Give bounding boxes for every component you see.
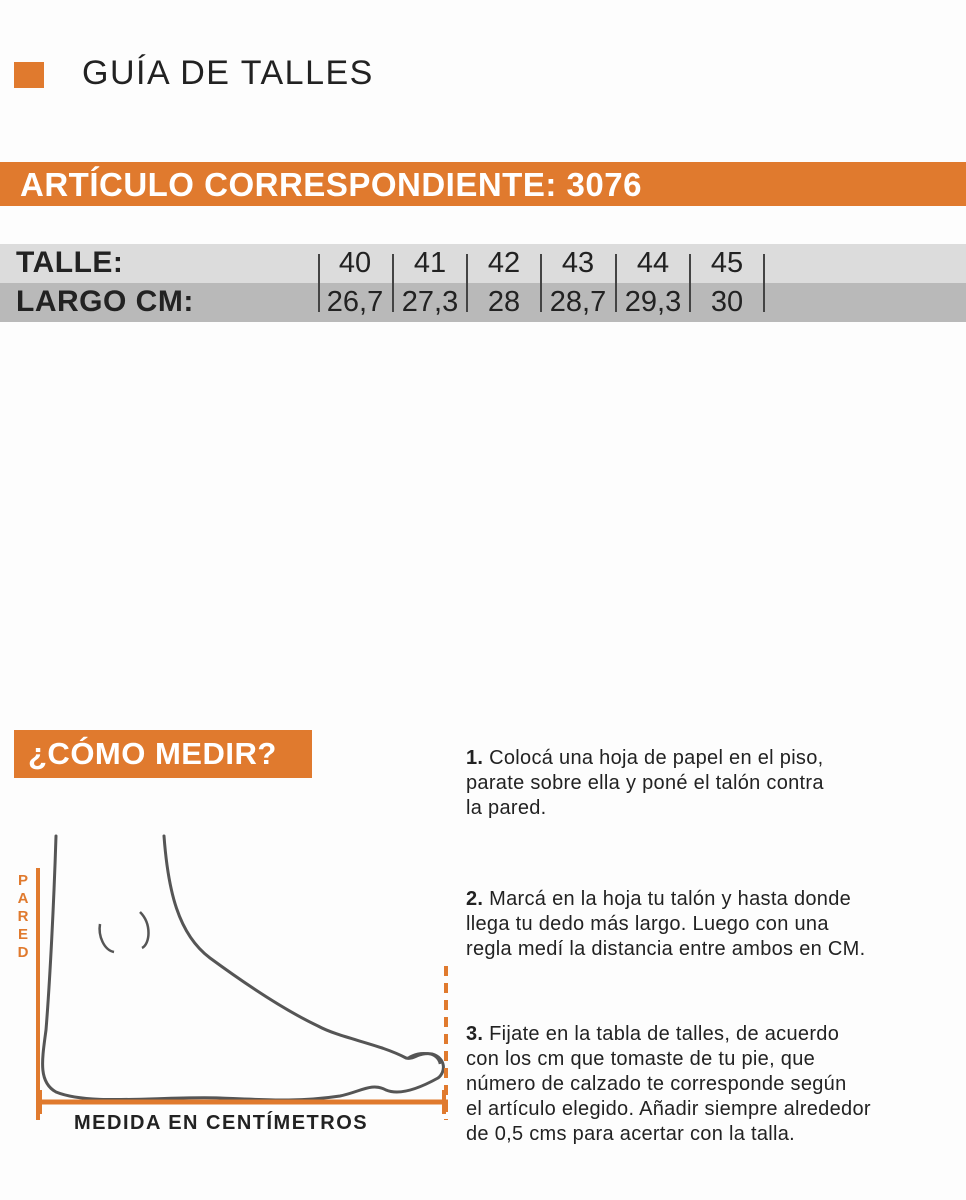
ankle-bone-icon bbox=[140, 912, 149, 948]
how-to-measure-title: ¿CÓMO MEDIR? bbox=[28, 736, 277, 771]
step-text: Fijate en la tabla de talles, de acuerdo bbox=[489, 1023, 840, 1045]
step-text: regla medí la distancia entre ambos en CM. bbox=[466, 938, 866, 960]
article-banner bbox=[0, 162, 966, 206]
column-divider bbox=[318, 254, 320, 312]
length-row bbox=[0, 283, 966, 322]
length-cell: 29,3 bbox=[624, 286, 682, 318]
step-text: Colocá una hoja de papel en el piso, bbox=[489, 747, 824, 769]
foot-outline bbox=[43, 836, 444, 1100]
wall-letter: D bbox=[17, 944, 29, 961]
step-text: número de calzado te corresponde según bbox=[466, 1073, 847, 1095]
how-to-measure-banner bbox=[14, 730, 312, 778]
step-text: la pared. bbox=[466, 797, 547, 819]
size-cell: 43 bbox=[561, 247, 595, 279]
step-text: parate sobre ella y poné el talón contra bbox=[466, 772, 824, 794]
size-cell: 40 bbox=[338, 247, 372, 279]
step-number: 2. bbox=[466, 888, 484, 910]
wall-label bbox=[14, 872, 32, 962]
length-cell: 26,7 bbox=[326, 286, 384, 318]
foot-measure-illustration bbox=[0, 820, 460, 1150]
step-3 bbox=[466, 1022, 946, 1147]
page-title: GUÍA DE TALLES bbox=[82, 54, 374, 92]
wall-letter: R bbox=[17, 908, 29, 925]
size-row-label: TALLE: bbox=[16, 246, 124, 279]
size-cell: 45 bbox=[710, 247, 744, 279]
length-row-label: LARGO CM: bbox=[16, 285, 194, 318]
step-2 bbox=[466, 887, 946, 962]
column-divider bbox=[466, 254, 468, 312]
step-text: llega tu dedo más largo. Luego con una bbox=[466, 913, 829, 935]
size-cell: 44 bbox=[636, 247, 670, 279]
size-row bbox=[0, 244, 966, 283]
column-divider bbox=[392, 254, 394, 312]
size-cell: 41 bbox=[413, 247, 447, 279]
wall-letter: P bbox=[17, 872, 28, 889]
column-divider bbox=[763, 254, 765, 312]
measure-label: MEDIDA EN CENTÍMETROS bbox=[74, 1112, 369, 1134]
step-number: 1. bbox=[466, 747, 484, 769]
wall-letter: A bbox=[17, 890, 29, 907]
article-label: ARTÍCULO CORRESPONDIENTE: 3076 bbox=[20, 166, 642, 203]
step-text: de 0,5 cms para acertar con la talla. bbox=[466, 1123, 796, 1145]
column-divider bbox=[689, 254, 691, 312]
step-text: Marcá en la hoja tu talón y hasta donde bbox=[489, 888, 852, 910]
length-cell: 28 bbox=[487, 286, 521, 318]
step-1 bbox=[466, 746, 946, 821]
length-cell: 28,7 bbox=[549, 286, 607, 318]
size-table bbox=[0, 244, 966, 322]
ankle-curve-icon bbox=[100, 924, 114, 952]
step-text: el artículo elegido. Añadir siempre alrededor bbox=[466, 1098, 871, 1120]
column-divider bbox=[615, 254, 617, 312]
length-cell: 30 bbox=[710, 286, 744, 318]
length-cell: 27,3 bbox=[401, 286, 459, 318]
step-number: 3. bbox=[466, 1023, 484, 1045]
wall-letter: E bbox=[17, 926, 28, 943]
column-divider bbox=[540, 254, 542, 312]
title-square-icon bbox=[14, 62, 44, 88]
size-cell: 42 bbox=[487, 247, 521, 279]
step-text: con los cm que tomaste de tu pie, que bbox=[466, 1048, 816, 1070]
